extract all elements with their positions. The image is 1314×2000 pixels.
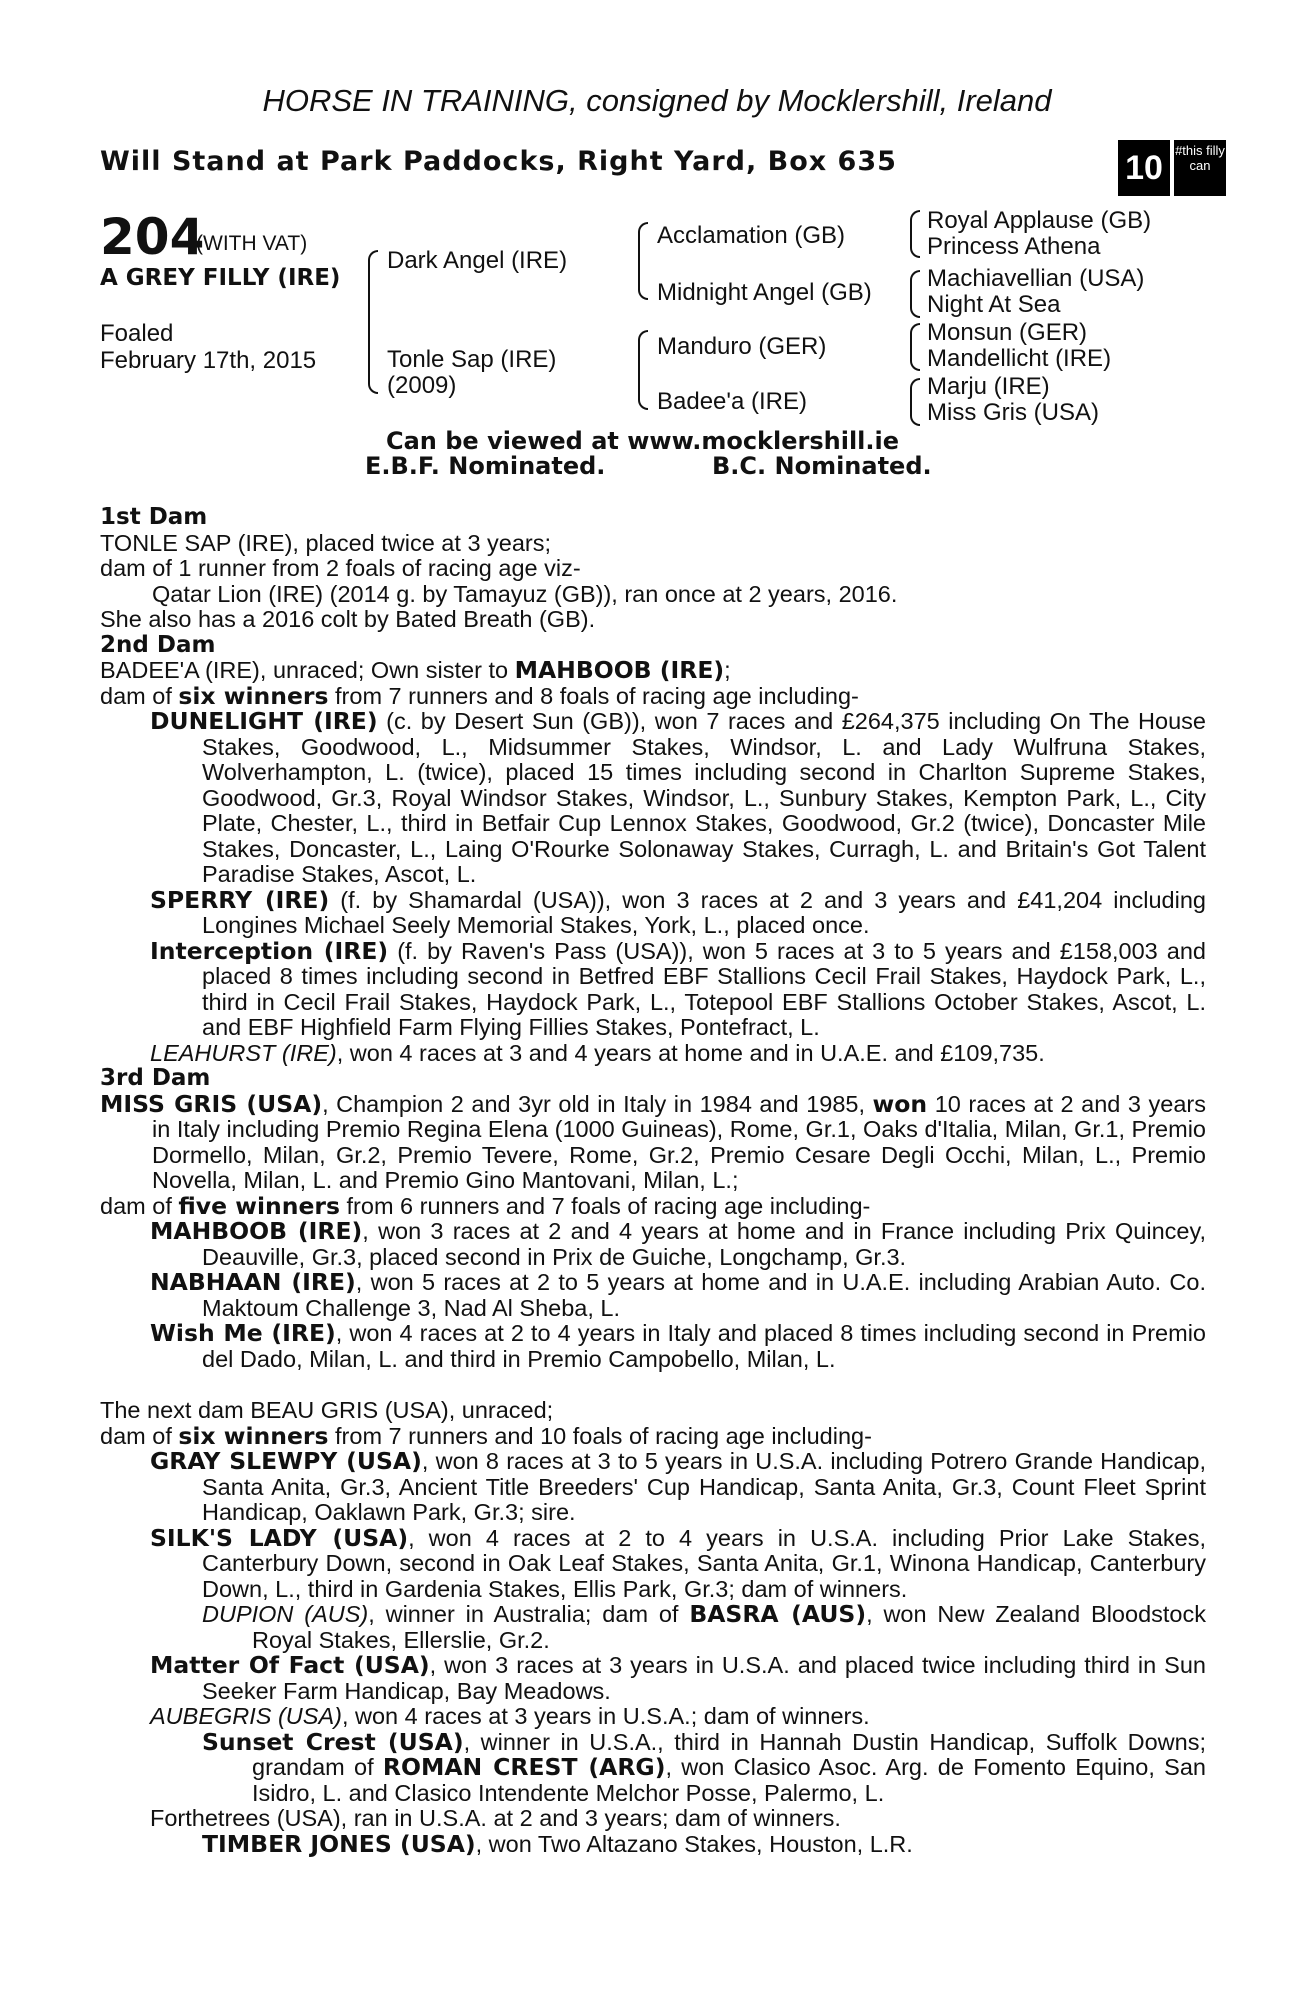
- horse-description: A GREY FILLY (IRE): [100, 265, 341, 291]
- viewing-note: Can be viewed at www.mocklershill.ie: [386, 427, 900, 455]
- third-dam-produce-summary: dam of five winners from 6 runners and 7 foals of racing age including-: [100, 1191, 871, 1220]
- fourth-dam-line: The next dam BEAU GRIS (USA), unraced;: [100, 1397, 554, 1423]
- g-brace-2: [910, 270, 920, 318]
- g-brace-3: [910, 323, 920, 371]
- fourth-dam-entry: SILK'S LADY (USA), won 4 races at 2 to 4 years in U.S.A. including Prior Lake Stakes, Canterbury Down, second in Oak Leaf Stakes, Santa Anita, Gr.1, Winona Handicap, Canterbury Down, L., third in Gardenia Stakes, Ellis Park, Gr.3; dam of winners.: [150, 1523, 1206, 1602]
- ebf-nominated: E.B.F. Nominated.: [365, 452, 606, 480]
- third-dam-line: MISS GRIS (USA), Champion 2 and 3yr old in Italy in 1984 and 1985, won 10 races at 2 and 3 years in Italy including Premio Regina Elena (1000 Guineas), Rome, Gr.1, Oaks d'Italia, Milan, Gr.1, Premio Dormello, Milan, Gr.2, Premio Tevere, Rome, Gr.2, Premio Cesare Degli Occhi, Milan, L., Premio Novella, Milan, L. and Premio Gino Mantovani, Milan, L.;: [100, 1089, 1206, 1193]
- first-dam-produce: Qatar Lion (IRE) (2014 g. by Tamayuz (GB)), ran once at 2 years, 2016.: [152, 580, 898, 607]
- third-dam-entry: NABHAAN (IRE), won 5 races at 2 to 5 years at home and in U.A.E. including Arabian Auto. Co. Maktoum Challenge 3, Nad Al Sheba, L.: [150, 1268, 1207, 1321]
- fourth-dam-produce-summary: dam of six winners from 7 runners and 10 foals of racing age including-: [100, 1421, 872, 1450]
- pedigree-sire: Dark Angel (IRE): [387, 247, 568, 274]
- stand-location: Will Stand at Park Paddocks, Right Yard, Box 635: [100, 146, 897, 177]
- dam-line-brace: [638, 330, 648, 410]
- second-dam-entry: SPERRY (IRE) (f. by Shamardal (USA)), won 3 races at 2 and 3 years and £41,204 including Longines Michael Seely Memorial Stakes, York, L., placed once.: [150, 885, 1206, 938]
- second-dam-line: BADEE'A (IRE), unraced; Own sister to MAHBOOB (IRE);: [100, 656, 731, 684]
- foaled-date: February 17th, 2015: [100, 347, 317, 374]
- third-dam-heading: 3rd Dam: [100, 1065, 211, 1091]
- g-brace-1: [910, 210, 920, 258]
- pedigree-dam-sire: Manduro (GER): [657, 333, 827, 360]
- pedigree-g1: Royal Applause (GB): [927, 207, 1152, 234]
- bc-nominated: B.C. Nominated.: [712, 452, 932, 480]
- pedigree-dam: Tonle Sap (IRE): [387, 346, 557, 373]
- logo-tagline: #this filly can: [1174, 140, 1226, 196]
- third-dam-entry: MAHBOOB (IRE), won 3 races at 2 and 4 years at home and in France including Prix Quincey, Deauville, Gr.3, placed second in Prix de Guiche, Longchamp, Gr.3.: [150, 1217, 1207, 1270]
- fourth-dam-entry: AUBEGRIS (USA), won 4 races at 3 years in U.S.A.; dam of winners.: [150, 1703, 870, 1729]
- foaled-info: [100, 320, 316, 374]
- tattersalls-logo: [1118, 140, 1228, 196]
- sire-line-brace: [638, 222, 648, 300]
- pedigree-sire-dam: Midnight Angel (GB): [657, 279, 872, 306]
- logo-number: 10: [1118, 140, 1170, 196]
- pedigree-g5: Monsun (GER): [927, 319, 1088, 346]
- second-dam-entry: DUNELIGHT (IRE) (c. by Desert Sun (GB)), won 7 races and £264,375 including On The House Stakes, Goodwood, L., Midsummer Stakes, Windsor, L. and Lady Wulfruna Stakes, Wolverhampton, L. (twice), placed 15 times including second in Charlton Supreme Stakes, Goodwood, Gr.3, Royal Windsor Stakes, Windsor, L., Sunbury Stakes, Kempton Park, L., City Plate, Chester, L., third in Betfair Cup Lennox Stakes, Goodwood, Gr.2 (twice), Doncaster Mile Stakes, Doncaster, L., Laing O'Rourke Solonaway Stakes, Curragh, L. and Britain's Got Talent Paradise Stakes, Ascot, L.: [150, 707, 1206, 887]
- second-dam-entry: Interception (IRE) (f. by Raven's Pass (USA)), won 5 races at 3 to 5 years and £158,003 and placed 8 times including second in Betfred EBF Stallions Cecil Frail Stakes, Haydock Park, L., third in Cecil Frail Stakes, Haydock Park, L., Totepool EBF Stallions October Stakes, Ascot, L. and EBF Highfield Farm Flying Fillies Stakes, Pontefract, L.: [150, 936, 1206, 1040]
- page-heading: HORSE IN TRAINING, consigned by Mocklershill, Ireland: [262, 83, 1052, 118]
- sire-dam-brace: [368, 250, 378, 394]
- fourth-dam-subentry: TIMBER JONES (USA), won Two Altazano Stakes, Houston, L.R.: [202, 1829, 913, 1858]
- fourth-dam-subentry: DUPION (AUS), winner in Australia; dam of BASRA (AUS), won New Zealand Bloodstock Royal Stakes, Ellerslie, Gr.2.: [202, 1600, 1206, 1653]
- fourth-dam-entry: GRAY SLEWPY (USA), won 8 races at 3 to 5 years in U.S.A. including Potrero Grande Handicap, Santa Anita, Gr.3, Ancient Title Breeders' Cup Handicap, Santa Anita, Gr.3, Count Fleet Sprint Handicap, Oaklawn Park, Gr.3; sire.: [150, 1447, 1206, 1525]
- first-dam-foal-note: She also has a 2016 colt by Bated Breath (GB).: [100, 606, 596, 632]
- lot-number: 204: [100, 208, 205, 266]
- first-dam-produce-summary: dam of 1 runner from 2 foals of racing age viz-: [100, 555, 581, 581]
- foaled-label: Foaled: [100, 320, 174, 347]
- third-dam-entry: Wish Me (IRE), won 4 races at 2 to 4 years in Italy and placed 8 times including second in Premio del Dado, Milan, L. and third in Premio Campobello, Milan, L.: [150, 1319, 1206, 1372]
- second-dam-entry: LEAHURST (IRE), won 4 races at 3 and 4 years at home and in U.A.E. and £109,735.: [150, 1039, 1045, 1066]
- fourth-dam-entry: Matter Of Fact (USA), won 3 races at 3 years in U.S.A. and placed twice including third in Sun Seeker Farm Handicap, Bay Meadows.: [150, 1651, 1206, 1704]
- vat-label: (WITH VAT): [196, 232, 308, 255]
- pedigree-dam-year: (2009): [387, 372, 457, 399]
- second-dam-heading: 2nd Dam: [100, 631, 216, 658]
- catalogue-body: [100, 505, 1206, 1857]
- first-dam-line: TONLE SAP (IRE), placed twice at 3 years;: [100, 529, 552, 556]
- pedigree-g7: Marju (IRE): [927, 373, 1050, 400]
- g-brace-4: [910, 378, 920, 426]
- pedigree-g4: Night At Sea: [927, 291, 1061, 318]
- pedigree-sire-sire: Acclamation (GB): [657, 222, 846, 249]
- first-dam-heading: 1st Dam: [100, 504, 208, 530]
- pedigree-g6: Mandellicht (IRE): [927, 345, 1112, 372]
- pedigree-g2: Princess Athena: [927, 233, 1101, 260]
- pedigree-g3: Machiavellian (USA): [927, 265, 1145, 292]
- second-dam-produce-summary: dam of six winners from 7 runners and 8 foals of racing age including-: [100, 681, 859, 710]
- fourth-dam-subentry: Sunset Crest (USA), winner in U.S.A., third in Hannah Dustin Handicap, Suffolk Downs; grandam of ROMAN CREST (ARG), won Clasico Asoc. Arg. de Fomento Equino, San Isidro, L. and Clasico Intendente Melchor Posse, Palermo, L.: [202, 1727, 1207, 1806]
- pedigree-dam-dam: Badee'a (IRE): [657, 388, 807, 415]
- pedigree-g8: Miss Gris (USA): [927, 399, 1099, 426]
- fourth-dam-entry: Forthetrees (USA), ran in U.S.A. at 2 and 3 years; dam of winners.: [150, 1805, 841, 1831]
